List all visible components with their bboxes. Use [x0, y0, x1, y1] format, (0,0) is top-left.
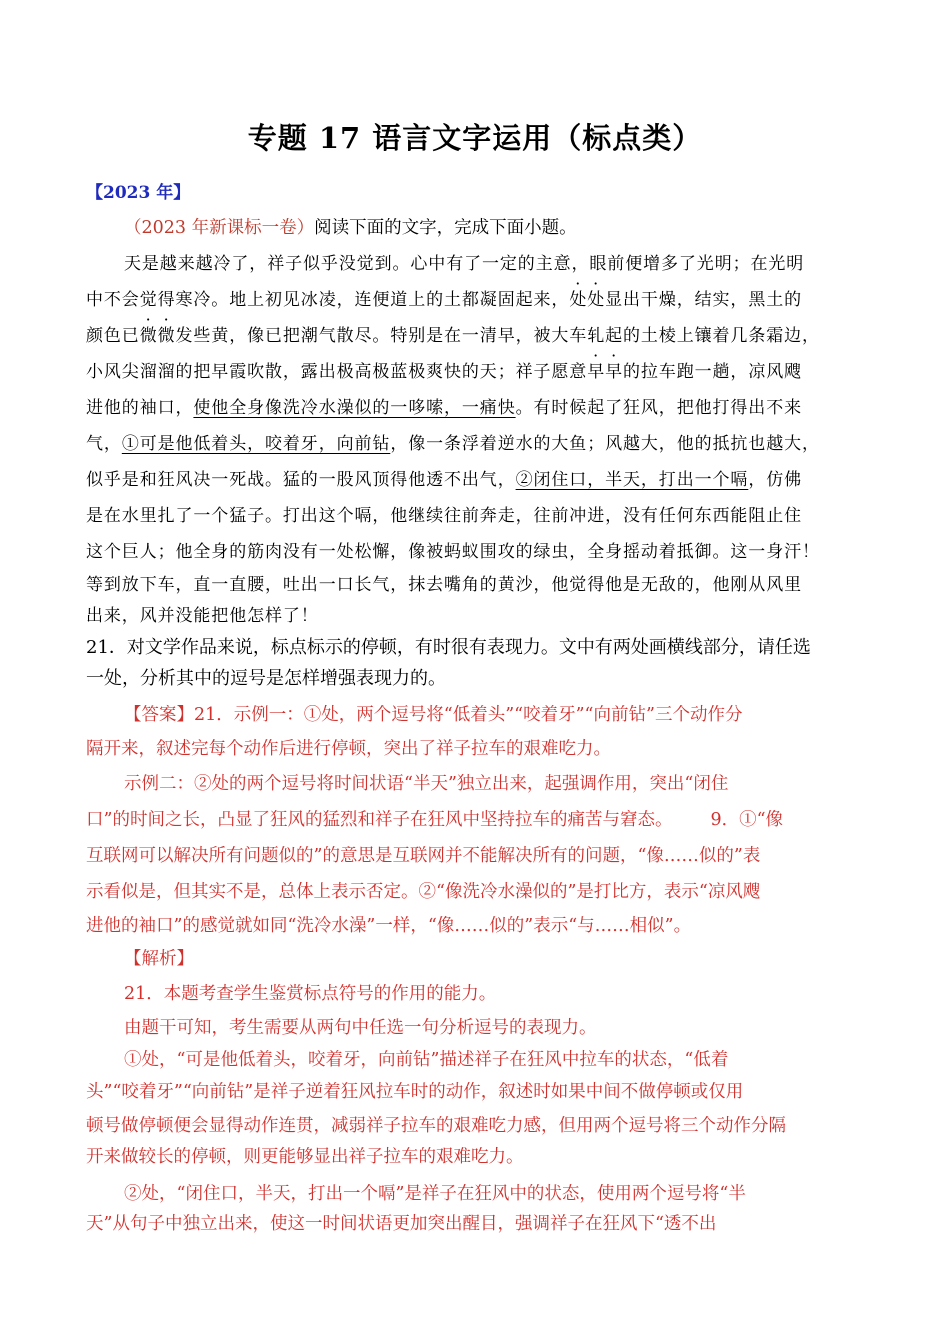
passage-line: [86, 465, 802, 490]
passage-text: 进他的袖口，: [86, 398, 194, 418]
passage-line: 是在水里扎了一个猛子。打出这个嗝，他继续往前奔走，往前冲进，没有任何东西能阻止住: [86, 506, 802, 526]
passage-line: 出来，风并没能把他怎样了！: [86, 606, 319, 626]
passage-line: [86, 285, 802, 310]
passage-line: [86, 393, 802, 418]
passage-text: 气，: [86, 434, 122, 454]
intro-text: 阅读下面的文字，完成下面小题。: [314, 218, 577, 238]
emphasis-dot-char: 微: [139, 326, 158, 346]
analysis-label: 【解析】: [124, 949, 194, 969]
underlined-sentence: 使他全身像洗冷水澡似的一哆嗦，一痛快: [193, 398, 516, 418]
passage-text: 显出干燥，结实，黑土的: [605, 290, 803, 310]
passage-text: ，像一条浮着逆水的大鱼；风越大，他的抵抗也越大，: [390, 434, 820, 454]
passage-line: [86, 429, 820, 454]
passage-text: ，仿佛: [748, 470, 803, 490]
emphasis-dot-char: 微: [157, 326, 176, 346]
year-tag: 【2023 年】: [86, 183, 191, 203]
answer-line: 示例二：②处的两个逗号将时间状语“半天”独立出来，起强调作用，突出“闭住: [124, 774, 729, 794]
question-source: （2023 年新课标一卷）: [124, 218, 315, 238]
analysis-line: ①处，“可是他低着头，咬着牙，向前钻”描述祥子在狂风中拉车的状态，“低着: [124, 1050, 729, 1070]
emphasis-dot-char: 处: [569, 290, 588, 310]
analysis-line: 头”“咬着牙”“向前钻”是祥子逆着狂风拉车时的动作，叙述时如果中间不做停顿或仅用: [86, 1082, 744, 1102]
passage-text: 发些黄，像已把潮气散尽。特别是在一清早，被大车轧起的土棱上镶着几条霜边，: [175, 326, 820, 346]
passage-text: 中不会觉得寒冷。地上初见冰凌，连便道上的土都凝固起来，: [86, 290, 570, 310]
passage-text: 似乎是和狂风决一死战。猛的一股风顶得他透不出气，: [86, 470, 516, 490]
passage-line: [86, 321, 820, 346]
passage-text: 小风尖溜溜的把早霞吹散，露出极高极蓝极爽快的天；祥子愿意: [86, 362, 588, 382]
answer-line: 示看似是，但其实不是，总体上表示否定。②“像洗冷水澡似的”是打比方，表示“凉风飕: [86, 882, 761, 902]
analysis-line: 开来做较长的停顿，则更能够显出祥子拉车的艰难吃力。: [86, 1147, 524, 1167]
passage-line: 这个巨人；他全身的筋肉没有一处松懈，像被蚂蚁围攻的绿虫，全身摇动着抵御。这一身汗！: [86, 542, 820, 562]
passage-text: 。有时候起了狂风，把他打得出不来: [515, 398, 803, 418]
answer-line: 【答案】21．示例一：①处，两个逗号将“低着头”“咬着牙”“向前钻”三个动作分: [124, 705, 743, 725]
analysis-line: 由题干可知，考生需要从两句中任选一句分析逗号的表现力。: [124, 1018, 597, 1038]
underlined-sentence-1: ①可是他低着头，咬着牙，向前钻: [121, 434, 391, 454]
underlined-sentence-2: ②闭住口，半天，打出一个嗝: [515, 470, 749, 490]
analysis-line: 天”从句子中独立出来，使这一时间状语更加突出醒目，强调祥子在狂风下“透不出: [86, 1214, 717, 1234]
answer-line: 隔开来，叙述完每个动作后进行停顿，突出了祥子拉车的艰难吃力。: [86, 739, 611, 759]
analysis-line: ②处，“闭住口，半天，打出一个嗝”是祥子在狂风中的状态，使用两个逗号将“半: [124, 1184, 746, 1204]
answer-line: 互联网可以解决所有问题似的”的意思是互联网并不能解决所有的问题，“像……似的”表: [86, 846, 761, 866]
analysis-line: 顿号做停顿便会显得动作连贯，减弱祥子拉车的艰难吃力感，但用两个逗号将三个动作分隔: [86, 1116, 786, 1136]
answer-text: 口”的时间之长，凸显了狂风的猛烈和祥子在狂风中坚持拉车的痛苦与窘态。: [86, 810, 673, 830]
passage-text: 颜色已: [86, 326, 140, 346]
emphasis-dot-char: 早: [587, 362, 606, 382]
passage-line: 天是越来越冷了，祥子似乎没觉到。心中有了一定的主意，眼前便增多了光明；在光明: [124, 254, 805, 274]
passage-line: 等到放下车，直一直腰，吐出一口长气，抹去嘴角的黄沙，他觉得他是无敌的，他刚从风里: [86, 575, 802, 595]
question-intro: [124, 214, 577, 239]
page-title: 专题 17 语言文字运用（标点类）: [247, 121, 703, 155]
answer-text: 9．①“像: [710, 810, 784, 830]
analysis-line: 21．本题考查学生鉴赏标点符号的作用的能力。: [124, 984, 497, 1004]
question-line: 一处，分析其中的逗号是怎样增强表现力的。: [86, 668, 446, 689]
emphasis-dot-char: 处: [587, 290, 606, 310]
passage-text: 的拉车跑一趟，凉风飕: [623, 362, 803, 382]
answer-line: [86, 806, 783, 831]
emphasis-dot-char: 早: [605, 362, 624, 382]
answer-line: 进他的袖口”的感觉就如同“洗冷水澡”一样，“像……似的”表示“与……相似”。: [86, 916, 692, 936]
question-line: 21．对文学作品来说，标点标示的停顿，有时很有表现力。文中有两处画横线部分，请任选: [86, 637, 811, 658]
passage-line: [86, 357, 802, 382]
